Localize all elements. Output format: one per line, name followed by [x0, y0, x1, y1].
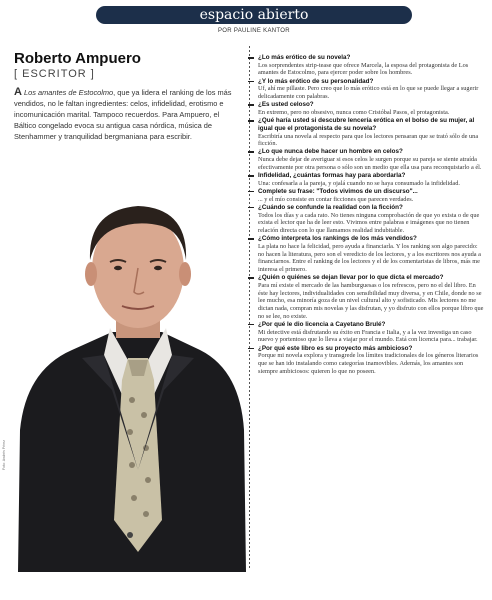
- photo-credit: Foto: Andrés Pérez: [2, 440, 6, 470]
- interview-question: ¿Quién o quiénes se dejan llevar por lo que dicta el mercado?: [258, 274, 484, 282]
- interview-question: ¿Lo que nunca debe hacer un hombre en celos?: [258, 148, 484, 156]
- intro-paragraph: [14, 87, 236, 142]
- interview-question: ¿Lo más erótico de su novela?: [258, 54, 484, 62]
- author-photo: [12, 180, 246, 572]
- interview-item: [258, 172, 484, 187]
- interview-question: ¿Por qué le dio licencia a Cayetano Brulé?: [258, 321, 484, 329]
- interview-question: ¿Cuándo se confunde la realidad con la ficción?: [258, 204, 484, 212]
- interview-question: ¿Cómo interpreta los rankings de los más vendidos?: [258, 235, 484, 243]
- interview-answer: Porque mi novela explora y transgrede los límites tradicionales de los géneros literarios que se han ido instalando como categorías inamovibles. Además, los amantes son siempre ambiciosos: quieren lo que no poseen.: [258, 352, 479, 375]
- interview-answer: Los sorprendentes strip-tease que ofrece Marcela, la esposa del protagonista de Los amantes de Estocolmo, para ejercer poder sobre los hombres.: [258, 61, 469, 77]
- interview-item: [258, 101, 484, 116]
- interview-answer: ... y el mío consiste en contar ficciones que parecen verdades.: [258, 195, 414, 203]
- interview-item: [258, 54, 484, 77]
- author-name: Roberto Ampuero: [14, 50, 141, 67]
- byline: POR PAULINE KANTOR: [218, 28, 290, 34]
- interview-question: ¿Por qué este libro es su proyecto más ambicioso?: [258, 345, 484, 353]
- column-divider: [249, 46, 250, 568]
- interview-answer: Nunca debe dejar de averiguar si esos celos le surgen porque su pareja se siente atraída efectivamente por otra persona o sólo son un medio que ella usa para reconquistarlo a él.: [258, 156, 482, 171]
- intro-text: , que ya lidera el ranking de los más vendidos, no le faltan ingredientes: celos, infidelidad, erotismo e incomunicación marital. Tampoco recuerdos. Para Ampuero, el Báltico congelado evoca su antigua casa nórdica, música de Stenhammer y tranquilidad bergmaniana para escribir.: [14, 88, 232, 141]
- interview-answer: Uf, ahí me pillaste. Pero creo que lo más erótico está en lo que se puede llegar a sugerir delicadamente con palabras.: [258, 85, 479, 101]
- interview-item: [258, 117, 484, 148]
- interview-answer: La plata no hace la felicidad, pero ayuda a financiarla. Y los ranking son algo parecido: no hacen la literatura, pero son el veredicto de los lectores, y a los escritores nos ayuda a financiarnos. Entre el ranking de los lectores y el de los comentaristas de libros, más me interesa el primero.: [258, 242, 481, 273]
- interview-answer: Mi detective está disfrutando su éxito en Francia e Italia, y a la vez investiga un caso nuevo y portentoso que lo lleva a viajar por el mundo. Está con licencia para... trabajar.: [258, 328, 478, 344]
- interview-item: [258, 345, 484, 376]
- portrait-illustration: [12, 180, 246, 572]
- author-role: [ ESCRITOR ]: [14, 68, 95, 80]
- interview-item: [258, 321, 484, 344]
- interview-item: [258, 274, 484, 320]
- profile-column: [14, 50, 236, 149]
- section-title: espacio abierto: [199, 7, 309, 23]
- interview-item: [258, 78, 484, 101]
- interview-question: Infidelidad, ¿cuántas formas hay para abordarla?: [258, 172, 484, 180]
- interview-answer: Una: confesarla a la pareja, y ojalá cuando no se haya consumado la infidelidad.: [258, 179, 460, 187]
- book-title: Los amantes de Estocolmo: [24, 88, 114, 97]
- interview-question: ¿Es usted celoso?: [258, 101, 484, 109]
- interview-column: [258, 54, 484, 376]
- interview-question: ¿Qué haría usted si descubre lencería erótica en el bolso de su mujer, al igual que el protagonista de su novela?: [258, 117, 484, 132]
- interview-answer: En extremo, pero no obsesivo, nunca como Cristóbal Pasos, el protagonista.: [258, 108, 450, 116]
- interview-item: [258, 204, 484, 235]
- interview-answer: Todos los días y a cada rato. No tienes ninguna comprobación de que yo exista o de que exista el lector que ha de leer esto. Vivimos entre palabras e imágenes que no tienen relación directa con lo que llamamos realidad indubitable.: [258, 211, 480, 234]
- interview-item: [258, 188, 484, 203]
- interview-answer: Escribiría una novela al respecto para que los lectores pensaran que se trató sólo de una ficción.: [258, 132, 479, 148]
- interview-item: [258, 235, 484, 274]
- section-banner: [96, 6, 412, 24]
- interview-item: [258, 148, 484, 171]
- interview-question: Complete su frase: "Todos vivimos de un discurso"...: [258, 188, 484, 196]
- interview-question: ¿Y lo más erótico de su personalidad?: [258, 78, 484, 86]
- interview-answer: Para mí existe el mercado de las hamburguesas o los refrescos, pero no el del libro. En éste hay lectores, individualidades con sensibilidad muy diversa, y en Chile, donde no se lee mucho, esa minoría goza de un nivel cultural alto y sofisticado. Mis lectores no me dictan nada, compran mis novelas y las disfrutan, y yo disfruto con ellos porque libro que no se lee, no existe.: [258, 281, 484, 320]
- intro-dropcap: A: [14, 86, 22, 98]
